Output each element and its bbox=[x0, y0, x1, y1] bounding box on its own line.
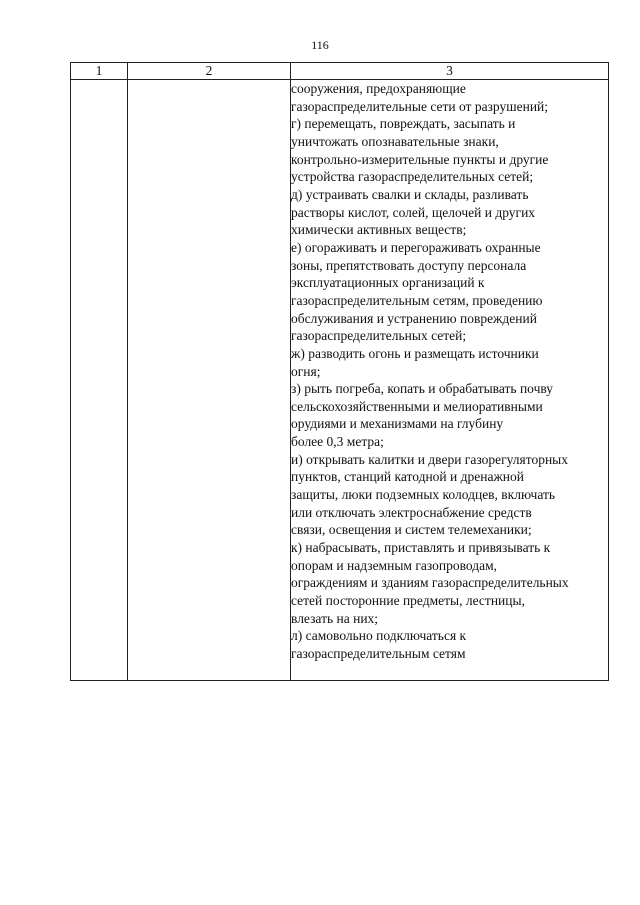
text-line: связи, освещения и систем телемеханики; bbox=[291, 522, 532, 538]
text-line: д) устраивать свалки и склады, разливать bbox=[291, 186, 529, 202]
text-line: ж) разводить огонь и размещать источники bbox=[291, 345, 539, 361]
text-line: з) рыть погреба, копать и обрабатывать почву bbox=[291, 381, 554, 397]
column-3-cell bbox=[291, 80, 609, 681]
text-line: сооружения, предохраняющие bbox=[291, 81, 466, 96]
text-line: газораспределительным сетям, проведению bbox=[291, 292, 543, 308]
text-line: е) огораживать и перегораживать охранные bbox=[291, 239, 541, 255]
column-header-2: 2 bbox=[128, 63, 291, 80]
text-line: и) открывать калитки и двери газорегуляторных bbox=[291, 451, 568, 467]
text-line: сетей посторонние предметы, лестницы, bbox=[291, 593, 525, 609]
text-line: контрольно-измерительные пункты и другие bbox=[291, 151, 549, 167]
text-line: сельскохозяйственными и мелиоративными bbox=[291, 398, 543, 414]
text-line: устройства газораспределительных сетей; bbox=[291, 169, 534, 185]
text-line: газораспределительным сетям bbox=[291, 646, 466, 661]
text-line: зоны, препятствовать доступу персонала bbox=[291, 257, 527, 273]
text-line: опорам и надземным газопроводам, bbox=[291, 557, 497, 573]
column-1-cell bbox=[71, 80, 128, 681]
text-line: ограждениям и зданиям газораспределительных bbox=[291, 575, 569, 591]
text-line: более 0,3 метра; bbox=[291, 434, 384, 450]
text-line: химически активных веществ; bbox=[291, 222, 467, 238]
table-header-row bbox=[71, 63, 609, 80]
text-line: орудиями и механизмами на глубину bbox=[291, 416, 504, 432]
text-line: л) самовольно подключаться к bbox=[291, 628, 467, 644]
table-row bbox=[71, 80, 609, 681]
text-line: г) перемещать, повреждать, засыпать и bbox=[291, 116, 516, 132]
text-line: обслуживания и устранению повреждений bbox=[291, 310, 537, 326]
text-line: газораспределительные сети от разрушений; bbox=[291, 98, 549, 114]
text-line: или отключать электроснабжение средств bbox=[291, 504, 532, 520]
text-line: уничтожать опознавательные знаки, bbox=[291, 133, 499, 149]
page-number: 116 bbox=[311, 38, 329, 52]
text-line: к) набрасывать, приставлять и привязывать к bbox=[291, 540, 551, 556]
text-line: растворы кислот, солей, щелочей и других bbox=[291, 204, 536, 220]
text-line: пунктов, станций катодной и дренажной bbox=[291, 469, 524, 485]
text-line: огня; bbox=[291, 363, 321, 379]
column-header-3: 3 bbox=[291, 63, 609, 80]
text-line: эксплуатационных организаций к bbox=[291, 275, 485, 291]
text-line: газораспределительных сетей; bbox=[291, 328, 467, 344]
document-table bbox=[70, 62, 609, 681]
text-line: защиты, люки подземных колодцев, включать bbox=[291, 487, 556, 503]
column-header-1: 1 bbox=[71, 63, 128, 80]
column-2-cell bbox=[128, 80, 291, 681]
text-line: влезать на них; bbox=[291, 610, 379, 626]
